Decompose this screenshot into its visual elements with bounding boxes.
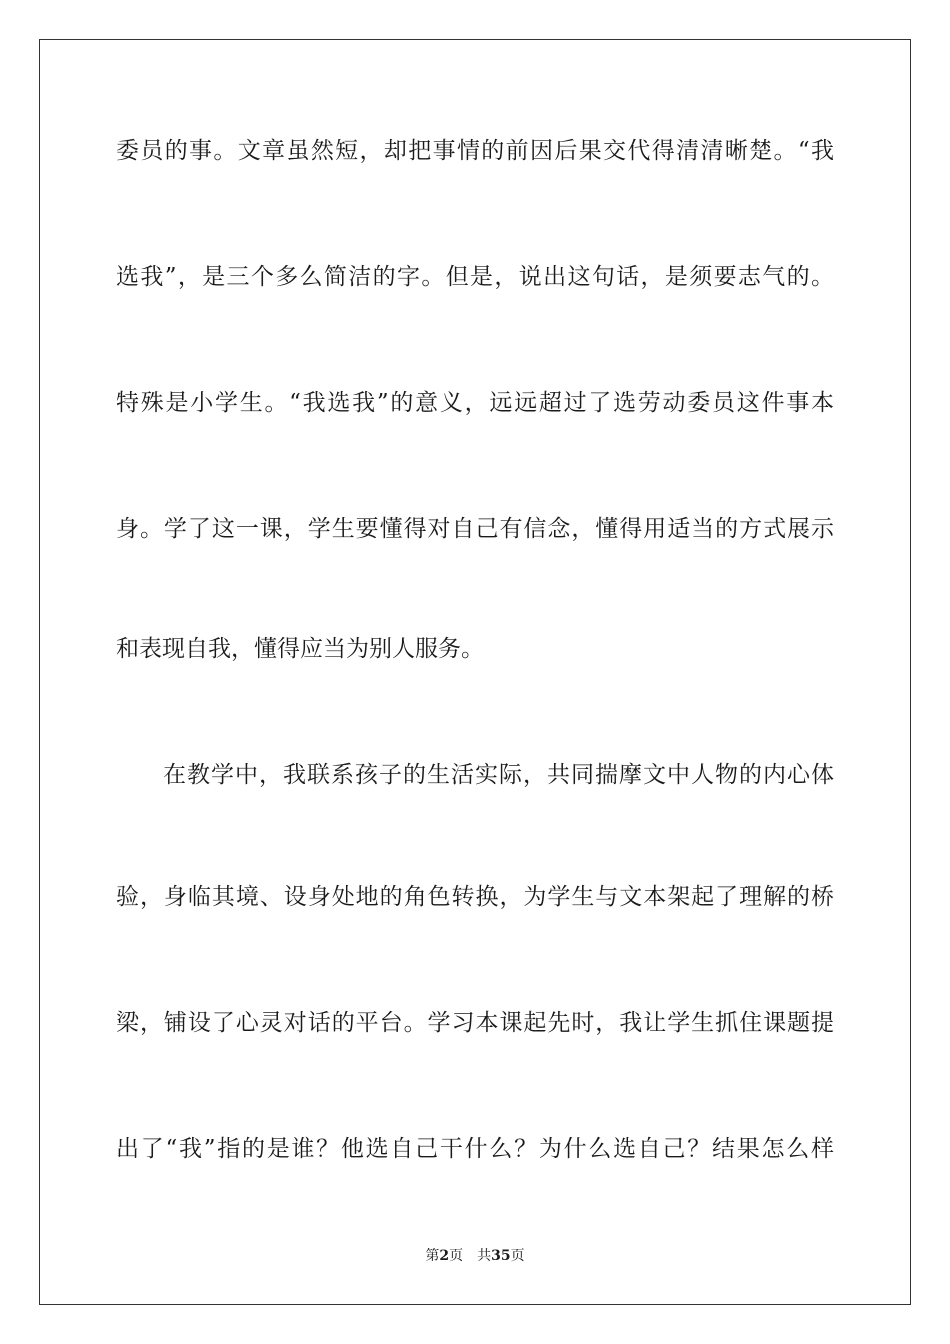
- page-border: [39, 39, 911, 1305]
- text-line-6: 在教学中，我联系孩子的生活实际，共同揣摩文中人物的内心体: [163, 762, 834, 788]
- total-prefix: 共: [477, 1248, 492, 1264]
- page-suffix: 页: [449, 1248, 464, 1264]
- text-line-2: 选我”，是三个多么简洁的字。但是，说出这句话，是须要志气的。: [116, 264, 834, 290]
- text-line-8: 梁，铺设了心灵对话的平台。学习本课起先时，我让学生抓住课题提: [116, 1010, 834, 1036]
- page-number: 2: [439, 1248, 450, 1264]
- total-pages: 35: [491, 1248, 511, 1264]
- text-line-4: 身。学了这一课，学生要懂得对自己有信念，懂得用适当的方式展示: [116, 516, 834, 542]
- text-line-7: 验，身临其境、设身处地的角色转换，为学生与文本架起了理解的桥: [116, 884, 834, 910]
- text-line-1: 委员的事。文章虽然短，却把事情的前因后果交代得清清晰楚。“我: [116, 138, 834, 164]
- page-footer: [0, 1246, 950, 1266]
- text-line-5: 和表现自我，懂得应当为别人服务。: [116, 636, 484, 662]
- text-line-3: 特殊是小学生。“我选我”的意义，远远超过了选劳动委员这件事本: [116, 390, 834, 416]
- page-prefix: 第: [425, 1248, 440, 1264]
- text-line-9: 出了“我”指的是谁？他选自己干什么？为什么选自己？结果怎么样: [116, 1136, 834, 1162]
- total-suffix: 页: [510, 1248, 525, 1264]
